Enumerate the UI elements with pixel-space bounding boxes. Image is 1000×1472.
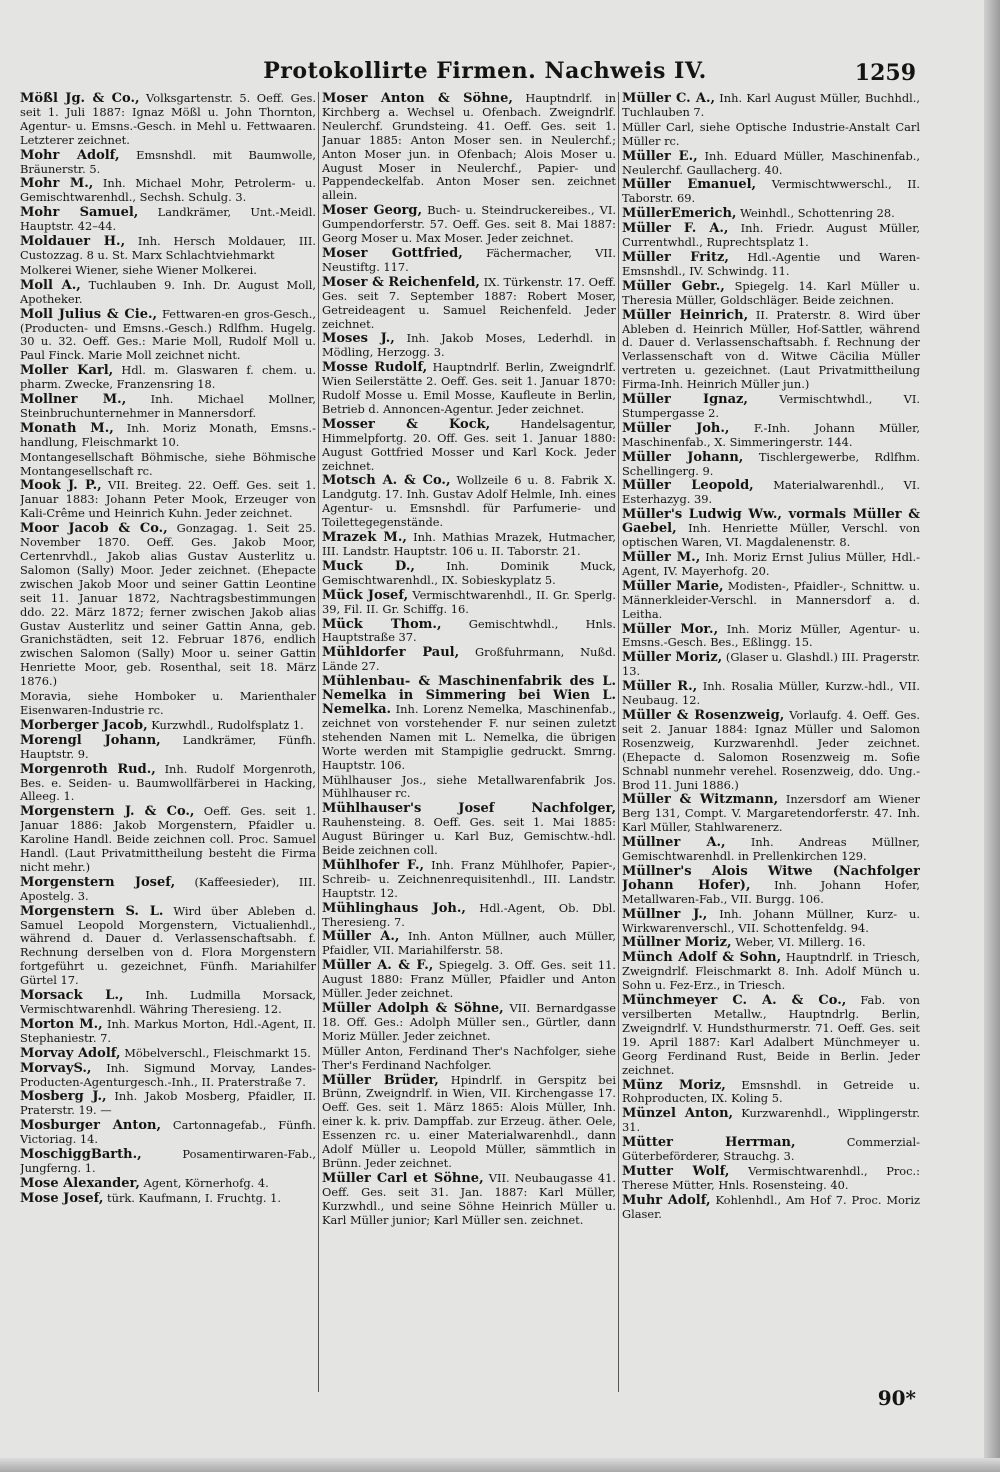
firm-name: Moser Anton & Söhne,: [322, 92, 513, 106]
firm-details: Weinhdl., Schottenring 28.: [740, 206, 895, 221]
directory-entry: [622, 994, 920, 1077]
directory-entry: [322, 930, 616, 958]
firm-details: Vermischtwarenhdl., Proc.: Therese Mütter, Hnls. Rosensteing. 40.: [622, 1163, 920, 1192]
firm-details: Emsnshdl. mit Baumwolle, Bräunerstr. 5.: [20, 147, 316, 176]
firm-details: Inh. Karl August Müller, Buchhdl., Tuchlauben 7.: [622, 92, 920, 119]
firm-name: Morgenroth Rud.,: [20, 761, 156, 777]
firm-name: Morgenstern J. & Co.,: [20, 804, 195, 820]
firm-details: Montangesellschaft Böhmische, siehe Böhmische Montangesellschaft rc.: [20, 449, 316, 478]
directory-entry: [20, 719, 316, 733]
firm-details: Inh. Hersch Moldauer, III. Custozzag. 8 u. St. Marx Schlachtviehmarkt: [20, 234, 316, 262]
directory-entry: [20, 235, 316, 263]
directory-entry: [322, 1002, 616, 1044]
firm-details: II. Praterstr. 8. Wird über Ableben d. Heinrich Müller, Hof-Sattler, während d. Dauer d. Verlassenschaftsabh. f. Rechnung der Verlassenschaft von d. Witwe Cäcilia Müller vertreten u. gezeichnet. (Laut Privatmittheilung Firma-Inh. Heinrich Müller jun.): [622, 307, 920, 392]
firm-name: Müller A. & F.,: [322, 958, 434, 974]
firm-details: Hdl.-Agent, Ob. Dbl. Theresieng. 7.: [322, 900, 616, 929]
firm-details: Inh. Franz Mühlhofer, Papier-, Schreib- u. Zeichnenrequisitenhdl., III. Landstr. Hauptstr. 12.: [322, 857, 616, 900]
firm-details: Inh. Rudolf Morgenroth, Bes. e. Seiden- u. Baumwollfärberei in Hacking, Alleeg. 1.: [20, 761, 316, 804]
firm-details: Vermischtwhdl., VI. Stumpergasse 2.: [622, 392, 920, 420]
directory-entry: [322, 802, 616, 858]
firm-details: Inh. Michael Mollner, Steinbruchunternehmer in Mannersdorf.: [20, 392, 316, 420]
firm-name: Morton M.,: [20, 1016, 103, 1032]
directory-entry: [322, 675, 616, 772]
firm-name: Münchmeyer C. A. & Co.,: [622, 993, 847, 1009]
directory-entry: [322, 474, 616, 530]
firm-details: Müller Carl, siehe Optische Industrie-Anstalt Carl Müller rc.: [622, 119, 920, 148]
firm-name: Müller Joh.,: [622, 420, 730, 436]
directory-entry: [20, 989, 316, 1017]
firm-details: Hdl. m. Glaswaren f. chem. u. pharm. Zwecke, Franzensring 18.: [20, 363, 316, 392]
firm-name: Moldauer H.,: [20, 234, 126, 250]
directory-entry: [622, 422, 920, 450]
firm-name: Mück Thom.,: [322, 616, 442, 632]
firm-name: Moser Gottfried,: [322, 245, 463, 261]
directory-entry: [20, 522, 316, 689]
directory-entry: [322, 276, 616, 332]
firm-details: Inh. Sigmund Morvay, Landes-Producten-Agenturgesch.-Inh., II. Praterstraße 7.: [20, 1060, 316, 1089]
column-middle: [322, 92, 616, 1392]
firm-details: VII. Neubaugasse 41. Oeff. Ges. seit 31. Jan. 1887: Karl Müller, Kurzwhdl., und seine Söhne Heinrich Müller u. Karl Müller junior; Karl Müller sen. zeichnet.: [322, 1170, 616, 1227]
firm-details: Großfuhrmann, Nußd. Lände 27.: [322, 645, 616, 674]
firm-details: Inh. Michael Mohr, Petrolerm- u. Gemischtwarenhdl., Sechsh. Schulg. 3.: [20, 176, 316, 205]
firm-details: Moravia, siehe Homboker u. Marienthaler Eisenwaren-Industrie rc.: [20, 689, 316, 717]
firm-details: Möbelverschl., Fleischmarkt 15.: [124, 1045, 311, 1060]
directory-entry: [622, 251, 920, 279]
firm-details: Inh. Mathias Mrazek, Hutmacher, III. Landstr. Hauptstr. 106 u. II. Taborstr. 21.: [322, 530, 616, 558]
firm-name: Morberger Jacob,: [20, 717, 148, 733]
directory-entry: [622, 393, 920, 421]
firm-details: Mühlhauser Jos., siehe Metallwarenfabrik Jos. Mühlhauser rc.: [322, 772, 616, 801]
firm-name: Müllner A.,: [622, 835, 726, 851]
firm-details: Inh. Moriz Müller, Agentur- u. Emsns.-Gesch. Bes., Eßlingg. 15.: [622, 621, 920, 650]
firm-name: Morvay Adolf,: [20, 1045, 121, 1061]
directory-entry: [622, 1136, 920, 1164]
directory-entry: [20, 279, 316, 307]
directory-entry: [622, 150, 920, 178]
firm-details: Kurzwarenhdl., Wipplingerstr. 31.: [622, 1106, 920, 1135]
directory-entry: [20, 1047, 316, 1061]
firm-name: Mühldorfer Paul,: [322, 645, 460, 661]
firm-details: Rauhensteing. 8. Oeff. Ges. seit 1. Mai 1885: August Büringer u. Karl Buz, Gemischtw.-hdl. Beide zeichnen coll.: [322, 815, 616, 858]
directory-entry: [622, 651, 920, 679]
directory-entry: [20, 92, 316, 148]
firm-details: Inh. Lorenz Nemelka, Maschinenfab., zeichnet von vorstehender F. nur seinen zuletzt stehenden Namen mit L. Nemelka, die übrigen Worte werden mit Stampiglie gedruckt. Smrng. Hauptstr. 106.: [322, 701, 616, 772]
firm-name: Müller Heinrich,: [622, 307, 749, 323]
firm-details: Vermischtwarenhdl., II. Gr. Sperlg. 39, Fil. II. Gr. Schiffg. 16.: [322, 587, 616, 616]
directory-entry: [622, 280, 920, 308]
directory-entry: [322, 959, 616, 1001]
firm-name: Müller A.,: [322, 929, 400, 945]
firm-name: Mosse Rudolf,: [322, 360, 428, 376]
firm-details: Molkerei Wiener, siehe Wiener Molkerei.: [20, 262, 257, 277]
directory-entry: [622, 479, 920, 507]
firm-name: Müller Marie,: [622, 578, 724, 594]
firm-details: Inh. Henriette Müller, Verschl. von optischen Waren, VI. Magdalenenstr. 8.: [622, 521, 920, 550]
directory-entry: [622, 1194, 920, 1222]
firm-name: Morgenstern S. L.: [20, 903, 164, 919]
firm-details: Inh. Dominik Muck, Gemischtwarenhdl., IX. Sobieskyplatz 5.: [322, 558, 616, 587]
directory-entry: [20, 763, 316, 805]
directory-entry: [622, 865, 920, 907]
firm-name: Müller Leopold,: [622, 478, 754, 494]
directory-entry: [622, 908, 920, 936]
directory-entry: [20, 1062, 316, 1090]
firm-name: Münz Moriz,: [622, 1077, 726, 1093]
firm-name: MorvayS.,: [20, 1060, 92, 1076]
directory-entry: [20, 422, 316, 450]
firm-details: Inh. Rosalia Müller, Kurzw.-hdl., VII. Neubaug. 12.: [622, 679, 920, 708]
firm-name: Müller Brüder,: [322, 1072, 439, 1088]
firm-details: türk. Kaufmann, I. Fruchtg. 1.: [107, 1190, 282, 1205]
signature-mark: 90*: [877, 1386, 916, 1410]
firm-details: Inh. Moriz Monath, Emsns.-handlung, Fleischmarkt 10.: [20, 420, 316, 449]
firm-details: Emsnshdl. in Getreide u. Rohproducten, IX. Koling 5.: [622, 1077, 920, 1106]
column-rule: [318, 92, 319, 1392]
directory-entry: [20, 206, 316, 234]
directory-entry: [20, 264, 316, 278]
directory-entry: [322, 902, 616, 930]
directory-entry: [322, 92, 616, 203]
firm-name: Müller M.,: [622, 550, 701, 565]
directory-entry: [622, 451, 920, 479]
firm-details: Inh. Friedr. August Müller, Currentwhdl., Ruprechtsplatz 1.: [622, 221, 920, 250]
firm-details: Weber, VI. Millerg. 16.: [735, 935, 866, 950]
firm-details: Tischlergewerbe, Rdlfhm. Schellingerg. 9.: [622, 449, 920, 478]
directory-entry: [20, 308, 316, 364]
directory-entry: [622, 836, 920, 864]
directory-entry: [322, 204, 616, 246]
directory-entry: [622, 936, 920, 950]
firm-name: Müllner Moriz,: [622, 935, 732, 951]
firm-name: Müller E.,: [622, 148, 698, 164]
directory-entry: [322, 560, 616, 588]
firm-details: VII. Breiteg. 22. Oeff. Ges. seit 1. Januar 1883: Johann Peter Mook, Erzeuger von Kali-Crême und Heinrich Kuhn. Jeder zeichnet.: [20, 478, 316, 521]
directory-entry: [322, 1074, 616, 1171]
firm-details: Kurzwhdl., Rudolfsplatz 1.: [151, 717, 304, 732]
directory-entry: [622, 1079, 920, 1107]
firm-details: Buch- u. Steindruckereibes., VI. Gumpendorferstr. 57. Oeff. Ges. seit 8. Mai 1887: Georg Moser u. Max Moser. Jeder zeichnet.: [322, 203, 616, 246]
page-edge-shadow: [984, 0, 1000, 1472]
firm-name: Müller's Ludwig Ww., vormals Müller & Gaebel,: [622, 507, 920, 537]
directory-entry: [622, 207, 920, 221]
firm-details: Inh. Johann Hofer, Metallwaren-Fab., VII. Burgg. 106.: [622, 877, 920, 906]
firm-name: Mück Josef,: [322, 587, 409, 603]
firm-details: Inh. Jakob Moses, Lederhdl. in Mödling, Herzogg. 3.: [322, 331, 616, 360]
directory-entry: [20, 1192, 316, 1206]
directory-entry: [322, 1045, 616, 1073]
firm-name: Müller C. A.,: [622, 92, 715, 106]
directory-entry: [622, 121, 920, 149]
firm-details: Hpindrlf. in Gerspitz bei Brünn, Zweigndrlf. in Wien, VII. Kirchengasse 17. Oeff. Ges. seit 1. März 1865: Alois Müller, Inh. einer k. k. priv. Dampffab. zur Erzeug. äther. Oele, Essenzen rc. u. einer Materialwarenhdl., dann Adolf Müller u. Leopold Müller, sämmtlich in Brünn. Jeder zeichnet.: [322, 1072, 616, 1170]
firm-name: Mühlinghaus Joh.,: [322, 900, 466, 916]
firm-name: Müller & Witzmann,: [622, 792, 779, 808]
firm-details: Spiegelg. 14. Karl Müller u. Theresia Müller, Goldschläger. Beide zeichnen.: [622, 278, 920, 307]
column-left: [20, 92, 316, 1392]
firm-details: Wollzeile 6 u. 8. Fabrik X. Landgutg. 17. Inh. Gustav Adolf Helmle, Inh. eines Agentur- u. Emsnshdl. für Parfumerie- und Toilettegegenstände.: [322, 473, 616, 530]
firm-details: Inh. Eduard Müller, Maschinenfab., Neulerchf. Gaullacherg. 40.: [622, 148, 920, 177]
directory-entry: [322, 247, 616, 275]
directory-entry: [622, 680, 920, 708]
firm-name: Mutter Wolf,: [622, 1163, 730, 1179]
firm-details: Tuchlauben 9. Inh. Dr. August Moll, Apotheker.: [20, 277, 316, 306]
directory-entry: [20, 805, 316, 875]
firm-name: Müller & Rosenzweig,: [622, 707, 785, 723]
firm-details: Hauptndrlf. in Kirchberg a. Wechsel u. Ofenbach. Zweigndrlf. Neulerchf. Grundsteing. 41. Oeff. Ges. seit 1. Januar 1885: Anton Moser sen. in Neulerchf.; Anton Moser jun. in Ofenbach; Alois Moser u. August Moser in Neulerchf., Papier- und Pappendeckelfab. Anton Moser sen. zeichnet allein.: [322, 92, 616, 203]
directory-entry: [20, 1018, 316, 1046]
firm-details: Landkrämer, Unt.-Meidl. Hauptstr. 42–44.: [20, 205, 316, 234]
firm-name: Moor Jacob & Co.,: [20, 521, 168, 537]
firm-name: MüllerEmerich,: [622, 206, 737, 222]
directory-entry: [322, 589, 616, 617]
firm-name: Münch Adolf & Sohn,: [622, 950, 782, 966]
directory-entry: [322, 618, 616, 646]
firm-details: Inh. Moriz Ernst Julius Müller, Hdl.-Agent, IV. Mayerhofg. 20.: [622, 550, 920, 578]
directory-entry: [622, 551, 920, 579]
firm-name: Mose Josef,: [20, 1190, 104, 1206]
firm-name: Müller Fritz,: [622, 249, 729, 265]
firm-name: Müller Ignaz,: [622, 392, 748, 408]
firm-details: Gemischtwhdl., Hnls. Hauptstraße 37.: [322, 616, 616, 645]
firm-name: Mößl Jg. & Co.,: [20, 92, 140, 106]
firm-details: Landkrämer, Fünfh. Hauptstr. 9.: [20, 732, 316, 761]
directory-entry: [622, 623, 920, 651]
firm-name: Müller Gebr.,: [622, 278, 725, 294]
directory-entry: [20, 690, 316, 718]
firm-details: Fab. von versilberten Metallw., Hauptndrlg. Berlin, Zweigndrlf. V. Hundsthurmerstr. 71. Oeff. Ges. seit 19. April 1887: Karl Adalbert Münchmeyer u. Georg Ferdinand Rust, Beide in Berlin. Jeder zeichnet.: [622, 993, 920, 1077]
firm-details: Commerzial-Güterbeförderer, Strauchg. 3.: [622, 1135, 920, 1164]
firm-name: Mosberg J.,: [20, 1089, 107, 1105]
column-rule: [618, 92, 619, 1392]
firm-name: Mohr Samuel,: [20, 205, 139, 221]
firm-details: Modisten-, Pfaidler-, Schnittw. u. Männerkleider-Verschl. in Mannersdorf a. d. Leitha.: [622, 578, 920, 621]
firm-details: Hdl.-Agentie und Waren-Emsnshdl., IV. Schwindg. 11.: [622, 249, 920, 278]
firm-details: Posamentirwaren-Fab., Jungferng. 1.: [20, 1147, 316, 1175]
firm-details: Inh. Johann Müllner, Kurz- u. Wirkwarenverschl., VII. Schottenfeldg. 94.: [622, 906, 920, 935]
firm-name: Müllner J.,: [622, 906, 708, 922]
directory-entry: [622, 1107, 920, 1135]
directory-entry: [322, 332, 616, 360]
firm-name: Moser & Reichenfeld,: [322, 274, 480, 290]
firm-name: Muhr Adolf,: [622, 1192, 711, 1208]
firm-name: Mosser & Kock,: [322, 416, 491, 432]
firm-name: Müller Adolph & Söhne,: [322, 1001, 504, 1016]
firm-name: Moller Karl,: [20, 363, 114, 379]
firm-details: IX. Türkenstr. 17. Oeff. Ges. seit 7. September 1887: Robert Moser, Getreideagent u. Samuel Reichenfeld. Jeder zeichnet.: [322, 274, 616, 331]
directory-entry: [622, 793, 920, 835]
firm-name: Mütter Herrman,: [622, 1135, 796, 1151]
firm-details: (Glaser u. Glashdl.) III. Pragerstr. 13.: [622, 650, 920, 679]
directory-entry: [622, 508, 920, 550]
directory-entry: [20, 876, 316, 904]
directory-entry: [20, 149, 316, 177]
firm-name: Monath M.,: [20, 420, 114, 436]
firm-name: Mook J. P.,: [20, 478, 102, 494]
directory-entry: [622, 309, 920, 392]
firm-details: (Kaffeesieder), III. Apostelg. 3.: [20, 874, 316, 903]
directory-entry: [622, 580, 920, 622]
directory-entry: [622, 222, 920, 250]
firm-name: Mohr M.,: [20, 176, 94, 192]
firm-details: Hauptndrlf. Berlin, Zweigndrlf. Wien Seilerstätte 2. Oeff. Ges. seit 1. Januar 1870: Rudolf Mosse u. Emil Mosse, Kaufleute in Berlin, Betrieb d. Annoncen-Agentur. Jeder zeichnet.: [322, 360, 616, 416]
page-title: Protokollirte Firmen. Nachweis IV.: [263, 58, 707, 84]
firm-name: Mühlhauser's Josef Nachfolger,: [322, 801, 616, 817]
directory-entry: [322, 361, 616, 417]
directory-entry: [622, 1165, 920, 1193]
directory-entry: [20, 1148, 316, 1176]
directory-entry: [322, 646, 616, 674]
firm-details: Oeff. Ges. seit 1. Januar 1886: Jakob Morgenstern, Pfaidler u. Karoline Handl. Beide zeichnen coll. Proc. Samuel Handl. (Laut Privatmittheilung besteht die Firma nicht mehr.): [20, 804, 316, 874]
firm-details: Fettwaren-en gros-Gesch., (Producten- und Emsns.-Gesch.) Rdlfhm. Hugelg. 30 u. 32. Oeff. Ges.: Marie Moll, Rudolf Moll u. Paul Finck. Marie Moll zeichnet nicht.: [20, 306, 316, 363]
firm-details: Cartonnagefab., Fünfh. Victoriag. 14.: [20, 1118, 316, 1147]
page-edge-shadow: [0, 1458, 1000, 1472]
directory-entry: [20, 734, 316, 762]
directory-entry: [20, 479, 316, 521]
directory-entry: [322, 859, 616, 901]
directory-entry: [20, 1090, 316, 1118]
directory-entry: [622, 951, 920, 993]
column-right: [622, 92, 920, 1392]
firm-details: Hauptndrlf. in Triesch, Zweigndrlf. Fleischmarkt 8. Inh. Adolf Münch u. Sohn u. Fez-Erz., in Triesch.: [622, 950, 920, 993]
firm-details: Inh. Anton Müllner, auch Müller, Pfaidler, VII. Mariahilferstr. 58.: [322, 929, 616, 958]
firm-details: Müller Anton, Ferdinand Ther's Nachfolger, siehe Ther's Ferdinand Nachfolger.: [322, 1043, 616, 1072]
firm-name: Mohr Adolf,: [20, 147, 120, 163]
firm-name: Mose Alexander,: [20, 1175, 140, 1191]
firm-name: Müller Emanuel,: [622, 177, 757, 193]
firm-details: Kohlenhdl., Am Hof 7. Proc. Moriz Glaser.: [622, 1192, 920, 1221]
directory-entry: [622, 92, 920, 120]
directory-entry: [20, 905, 316, 988]
firm-details: Inh. Ludmilla Morsack, Vermischtwarenhdl. Währing Theresieng. 12.: [20, 988, 316, 1016]
firm-details: Volksgartenstr. 5. Oeff. Ges. seit 1. Juli 1887: Ignaz Mößl u. John Thornton, Agentur- u. Emsns.-Gesch. in Mehl u. Fettwaaren. Letzterer zeichnet.: [20, 92, 316, 147]
firm-details: Wird über Ableben d. Samuel Leopold Morgenstern, Victualienhdl., während d. Dauer d. Verlassenschaftsabh. f. Rechnung derselben von d. Flora Morgenstern fortgeführt u. gezeichnet, Fünfh. Mariahilfer Gürtel 17.: [20, 903, 316, 988]
firm-name: Müller Moriz,: [622, 650, 723, 666]
firm-name: Müller Johann,: [622, 449, 744, 465]
firm-details: Vorlaufg. 4. Oeff. Ges. seit 2. Januar 1884: Ignaz Müller und Salomon Rosenzweig, Kurzwarenhdl. Jeder zeichnet. (Ehepacte d. Salomon Rosenzweig m. Sofie Schnabl nunmehr verehel. Rosenzweig, ddo. Ung.-Brod 11. Juni 1886.): [622, 707, 920, 792]
firm-name: Morsack L.,: [20, 988, 124, 1004]
firm-name: Morgenstern Josef,: [20, 874, 176, 890]
firm-details: Inh. Jakob Mosberg, Pfaidler, II. Praterstr. 19. —: [20, 1089, 316, 1118]
firm-details: Agent, Körnerhofg. 4.: [143, 1175, 269, 1190]
firm-details: Fächermacher, VII. Neustiftg. 117.: [322, 245, 616, 274]
firm-name: Moses J.,: [322, 331, 395, 347]
directory-entry: [322, 418, 616, 474]
directory-entry: [20, 1119, 316, 1147]
firm-name: Müller F. A.,: [622, 221, 729, 237]
firm-name: Müller R.,: [622, 679, 698, 695]
firm-details: VII. Bernardgasse 18. Off. Ges.: Adolph Müller sen., Gürtler, dann Moriz Müller. Jeder zeichnet.: [322, 1001, 616, 1043]
directory-entry: [20, 177, 316, 205]
firm-name: Moll A.,: [20, 277, 81, 293]
firm-name: Morengl Johann,: [20, 732, 161, 748]
firm-name: Müller Carl et Söhne,: [322, 1170, 484, 1186]
firm-name: Muck D.,: [322, 558, 415, 574]
firm-name: Münzel Anton,: [622, 1106, 734, 1122]
directory-entry: [622, 709, 920, 792]
firm-name: Müller Mor.,: [622, 621, 719, 637]
firm-name: Müllner's Alois Witwe (Nachfolger Johann Hofer),: [622, 863, 920, 893]
directory-entry: [20, 451, 316, 479]
directory-entry: [20, 393, 316, 421]
firm-details: Inzersdorf am Wiener Berg 131, Compt. V. Margaretendorferstr. 47. Inh. Karl Müller, Stahlwarenerz.: [622, 792, 920, 835]
firm-details: Materialwarenhdl., VI. Esterhazyg. 39.: [622, 478, 920, 507]
firm-details: F.-Inh. Johann Müller, Maschinenfab., X. Simmeringerstr. 144.: [622, 420, 920, 449]
firm-name: MoschiggBarth.,: [20, 1147, 142, 1163]
firm-name: Mühlenbau- & Maschinenfabrik des L. Nemelka in Simmering bei Wien L. Nemelka.: [322, 674, 616, 717]
firm-name: Mrazek M.,: [322, 530, 407, 546]
directory-entry: [322, 1172, 616, 1228]
firm-name: Mühlhofer F.,: [322, 857, 425, 873]
directory-entry: [622, 178, 920, 206]
firm-name: Mollner M.,: [20, 392, 127, 408]
firm-details: Inh. Markus Morton, Hdl.-Agent, II. Stephaniestr. 7.: [20, 1016, 316, 1045]
firm-name: Motsch A. & Co.,: [322, 473, 451, 489]
directory-entry: [20, 1177, 316, 1191]
firm-details: Gonzagag. 1. Seit 25. November 1870. Oeff. Ges. Jakob Moor, Certenrvhdl., Jakob alias Gustav Austerlitz u. Salomon (Sally) Moor. Jeder zeichnet. (Ehepacte zwischen Jakob Moor und seiner Gattin Leontine seit 11. Januar 1872, Nachtragsbestimmungen ddo. 22. März 1872; ferner zwischen Jakob alias Gustav Austerlitz und seiner Gattin Anna, geb. Granichstädten, seit 12. Februar 1876, endlich zwischen Salomon (Sally) Moor u. seiner Gattin Henriette Moor, geb. Rosenthal, seit 18. März 1876.): [20, 521, 316, 689]
directory-entry: [20, 364, 316, 392]
page-number: 1259: [854, 60, 916, 86]
directory-entry: [322, 531, 616, 559]
firm-name: Moll Julius & Cie.,: [20, 306, 158, 322]
firm-details: Spiegelg. 3. Off. Ges. seit 11. August 1880: Franz Müller, Pfaidler und Anton Müller. Jeder zeichnet.: [322, 958, 616, 1001]
firm-details: Vermischtwwerschl., II. Taborstr. 69.: [622, 177, 920, 206]
firm-name: Moser Georg,: [322, 203, 422, 219]
directory-entry: [322, 774, 616, 802]
firm-details: Handelsagentur, Himmelpfortg. 20. Off. Ges. seit 1. Januar 1880: August Gottfried Mosser und Karl Kock. Jeder zeichnet.: [322, 416, 616, 473]
firm-details: Inh. Andreas Müllner, Gemischtwarenhdl. in Prellenkirchen 129.: [622, 835, 920, 864]
firm-name: Mosburger Anton,: [20, 1118, 161, 1134]
